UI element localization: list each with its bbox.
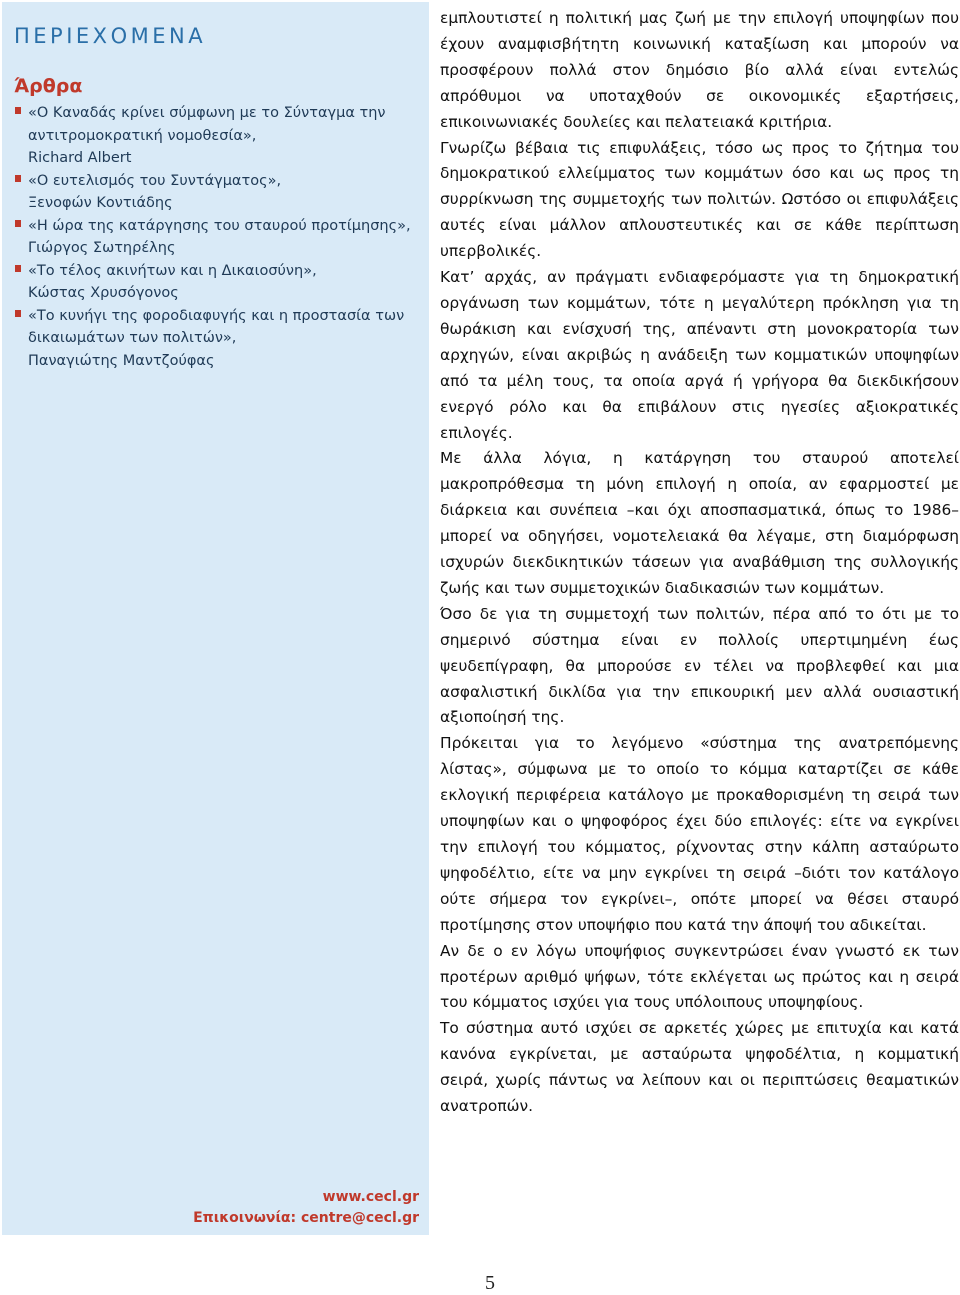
article-body [440,6,959,1120]
toc-item-author: Richard Albert [28,150,132,166]
toc-title: ΠΕΡΙΕΧΟΜΕΝΑ [14,24,207,48]
square-bullet-icon [15,265,21,272]
article-paragraph: Κατ’ αρχάς, αν πράγματι ενδιαφερόμαστε για τη δημοκρατική οργάνωση των κομμάτων, τότε η μεγαλύτερη πρόκληση για τη θωράκιση και ενίσχυσή της, απέναντι στη μονοκρατορία των αρχηγών, είναι ακριβώς η ανάδειξη των κομματικών υποψηφίων από τα μέλη τους, τα οποία αργά ή γρήγορα θα διεκδικήσουν ενεργό ρόλο και θα επιβάλουν στις ηγεσίες αξιοκρατικές επιλογές. [440,268,959,442]
website-link[interactable]: www.cecl.gr [322,1189,419,1205]
square-bullet-icon [15,175,21,182]
toc-item-title: «Το τέλος ακινήτων και η Δικαιοσύνη», [28,262,317,279]
toc-item[interactable] [14,260,415,305]
toc-item-title: «Το κυνήγι της φοροδιαφυγής και η προστασία των δικαιωμάτων των πολιτών», [28,307,405,346]
toc-item-title: «Ο ευτελισμός του Συντάγματος», [28,172,282,189]
toc-item-title: «Ο Καναδάς κρίνει σύμφωνη με το Σύνταγμα την αντιτρομοκρατική νομοθεσία», [28,105,386,144]
toc-item-author: Παναγιώτης Μαντζούφας [28,352,215,369]
toc-list [14,102,415,372]
contact-info [193,1187,419,1229]
square-bullet-icon [15,107,21,114]
contact-email[interactable]: Επικοινωνία: centre@cecl.gr [193,1210,419,1226]
toc-item[interactable] [14,170,415,215]
toc-item-author: Γιώργος Σωτηρέλης [28,240,176,256]
article-paragraph: Το σύστημα αυτό ισχύει σε αρκετές χώρες με επιτυχία και κατά κανόνα εγκρίνεται, με ασταύρωτα ψηφοδέλτια, η κομματική σειρά, χωρίς πάντως να λείπουν και οι περιπτώσεις θεαματικών ανατροπών. [440,1019,959,1116]
table-of-contents-panel [2,2,429,1235]
section-heading-articles: Άρθρα [14,75,83,97]
article-paragraph: Με άλλα λόγια, η κατάργηση του σταυρού αποτελεί μακροπρόθεσμα τη μόνη επιλογή η οποία, αν εφαρμοστεί με διάρκεια και συνέπεια –και όχι αποσπασματικά, όπως το 1986– μπορεί να οδηγήσει, νομοτελειακά θα λέγαμε, στη διαμόρφωση ισχυρών διεκδικητικών τάσεων για αναβάθμιση της συλλογικής ζωής και των συμμετοχικών διαδικασιών των κομμάτων. [440,449,959,597]
article-paragraph: εμπλουτιστεί η πολιτική μας ζωή με την επιλογή υποψηφίων που έχουν αναμφισβήτητη κοινωνική καταξίωση και μπορούν να προσφέρουν πολλά στον δημόσιο βίο αλλά είναι εντελώς απρόθυμοι να υποταχθούν σε οικονομικές εξαρτήσεις, επικοινωνιακές δουλείες και πελατειακά κριτήρια. [440,9,959,131]
article-paragraph: Αν δε ο εν λόγω υποψήφιος συγκεντρώσει έναν γνωστό εκ των προτέρων αριθμό ψήφων, τότε εκλέγεται ως πρώτος και η σειρά του κόμματος ισχύει για τους υπόλοιπους υποψηφίους. [440,941,959,1012]
toc-item-author: Ξενοφών Κοντιάδης [28,195,173,211]
toc-item-author: Κώστας Χρυσόγονος [28,285,179,301]
toc-item[interactable] [14,305,415,373]
toc-item[interactable] [14,215,415,260]
toc-item-title: «Η ώρα της κατάργησης του σταυρού προτίμησης», [28,217,411,234]
page-number: 5 [485,1272,495,1294]
toc-item[interactable] [14,102,415,170]
square-bullet-icon [15,220,21,227]
square-bullet-icon [15,310,21,317]
article-paragraph: Όσο δε για τη συμμετοχή των πολιτών, πέρα από το ότι με το σημερινό σύστημα είναι εν πολλοίς υπερτιμημένη έως ψευδεπίγραφη, θα μπορούσε εν τέλει να προβλεφθεί και μια ασφαλιστική δικλίδα για την επικουρική μεν αλλά ουσιαστική αξιοποίησή της. [440,604,959,727]
article-paragraph: Γνωρίζω βέβαια τις επιφυλάξεις, τόσο ως προς το ζήτημα του δημοκρατικού ελλείμματος των κομμάτων όσο και ως προς τη συρρίκνωση της συμμετοχής των πολιτών. Ωστόσο οι επιφυλάξεις αυτές είναι μάλλον απλουστευτικές και σε κάθε περίπτωση υπερβολικές. [440,138,959,261]
article-paragraph: Πρόκειται για το λεγόμενο «σύστημα της ανατρεπόμενης λίστας», σύμφωνα με το οποίο το κόμμα καταρτίζει σε κάθε εκλογική περιφέρεια κατάλογο με προκαθορισμένη τη σειρά των υποψηφίων και ο ψηφοφόρος έχει δύο επιλογές: είτε να εγκρίνει την επιλογή του κόμματος, ρίχνοντας στην κάλπη ασταύρωτο ψηφοδέλτιο, είτε να μην εγκρίνει τη σειρά –διότι τον κατάλογο ούτε σήμερα τον εγκρίνει–, οπότε μπορεί να θέσει σταυρό προτίμησης στον υποψήφιο που κατά την άποψή του αδικείται. [440,734,959,934]
